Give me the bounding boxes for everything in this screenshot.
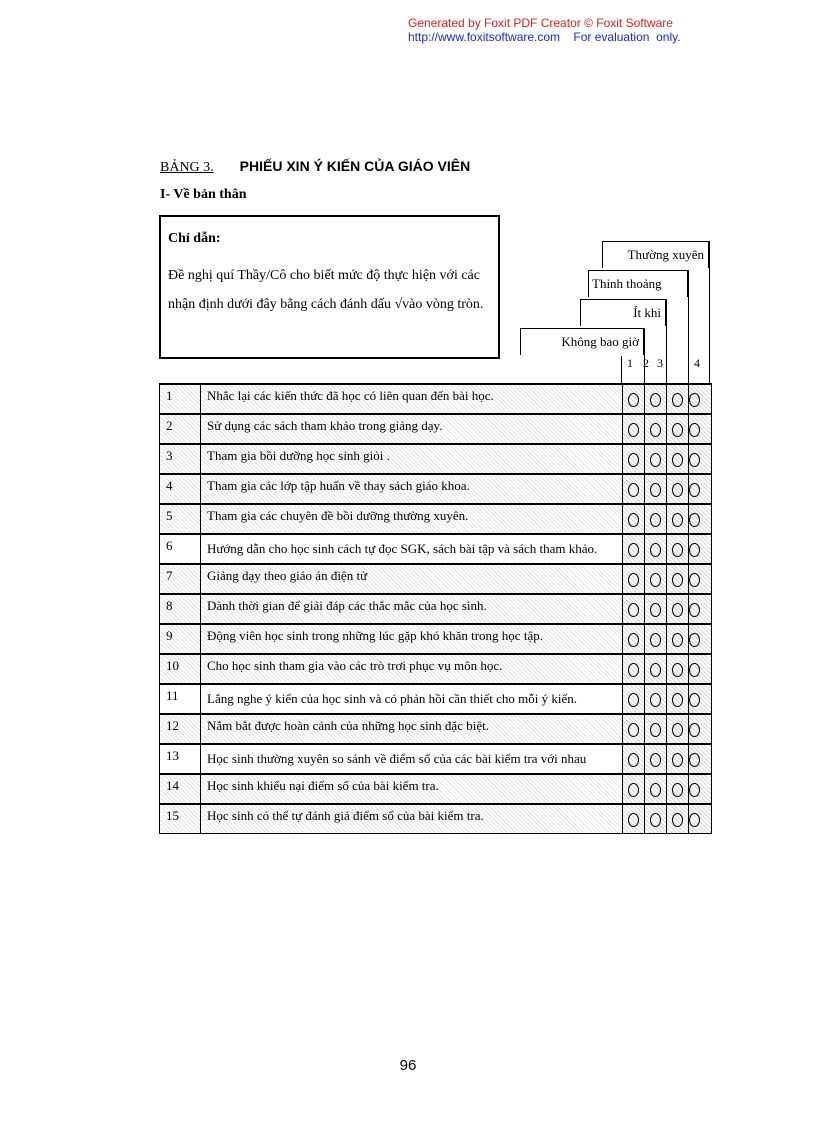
- table-row: [160, 534, 712, 564]
- item-text: Giảng dạy theo giáo án điện tử: [201, 564, 623, 594]
- table-row: [160, 774, 712, 804]
- item-number: 14: [160, 774, 201, 804]
- answer-circle-icon[interactable]: [628, 723, 639, 737]
- answer-circle-icon[interactable]: [672, 753, 683, 767]
- option-cell: [623, 474, 645, 504]
- answer-circle-icon[interactable]: [628, 573, 639, 587]
- option-cell: [623, 804, 645, 834]
- option-cell: [645, 594, 667, 624]
- option-cell: [645, 774, 667, 804]
- option-cell: [689, 504, 712, 534]
- answer-circle-icon[interactable]: [689, 393, 700, 407]
- table-row: [160, 594, 712, 624]
- answer-circle-icon[interactable]: [672, 603, 683, 617]
- answer-circle-icon[interactable]: [650, 573, 661, 587]
- option-cell: [623, 534, 645, 564]
- answer-circle-icon[interactable]: [650, 663, 661, 677]
- answer-circle-icon[interactable]: [689, 753, 700, 767]
- item-text: Tham gia các lớp tập huấn về thay sách giáo khoa.: [201, 474, 623, 504]
- answer-circle-icon[interactable]: [689, 543, 700, 557]
- option-cell: [645, 474, 667, 504]
- watermark: [408, 16, 681, 44]
- table-heading: PHIẾU XIN Ý KIẾN CỦA GIÁO VIÊN: [239, 158, 471, 174]
- option-cell: [645, 444, 667, 474]
- option-cell: [667, 804, 689, 834]
- item-text: Hướng dẫn cho học sinh cách tự đọc SGK, sách bài tập và sách tham khảo.: [201, 534, 623, 564]
- option-cell: [667, 714, 689, 744]
- option-cell: [623, 384, 645, 414]
- item-text: Lắng nghe ý kiến của học sinh và có phản hồi cần thiết cho mỗi ý kiến.: [201, 684, 623, 714]
- option-cell: [667, 624, 689, 654]
- answer-circle-icon[interactable]: [650, 483, 661, 497]
- option-cell: [689, 594, 712, 624]
- answer-circle-icon[interactable]: [628, 453, 639, 467]
- answer-circle-icon[interactable]: [689, 423, 700, 437]
- instructions-text: Đề nghị quí Thầy/Cô cho biết mức độ thực hiện với các nhận định dưới đây bằng cách đánh dấu √vào vòng tròn.: [168, 268, 484, 312]
- option-cell: [689, 444, 712, 474]
- answer-circle-icon[interactable]: [672, 633, 683, 647]
- option-cell: [667, 414, 689, 444]
- item-number: 12: [160, 714, 201, 744]
- option-cell: [645, 384, 667, 414]
- scale-line: [666, 299, 667, 383]
- option-cell: [645, 564, 667, 594]
- option-cell: [645, 414, 667, 444]
- answer-circle-icon[interactable]: [689, 633, 700, 647]
- option-cell: [689, 534, 712, 564]
- option-cell: [645, 534, 667, 564]
- table-row: [160, 744, 712, 774]
- option-cell: [667, 444, 689, 474]
- answer-circle-icon[interactable]: [650, 813, 661, 827]
- answer-circle-icon[interactable]: [650, 393, 661, 407]
- answer-circle-icon[interactable]: [672, 483, 683, 497]
- table-row: [160, 504, 712, 534]
- answer-circle-icon[interactable]: [650, 753, 661, 767]
- item-text: Cho học sinh tham gia vào các trò trơi phục vụ môn học.: [201, 654, 623, 684]
- option-cell: [667, 744, 689, 774]
- option-cell: [689, 804, 712, 834]
- item-number: 10: [160, 654, 201, 684]
- answer-circle-icon[interactable]: [628, 513, 639, 527]
- option-cell: [689, 654, 712, 684]
- option-cell: [689, 714, 712, 744]
- answer-circle-icon[interactable]: [672, 693, 683, 707]
- answer-circle-icon[interactable]: [689, 663, 700, 677]
- answer-circle-icon[interactable]: [628, 543, 639, 557]
- answer-circle-icon[interactable]: [672, 723, 683, 737]
- option-cell: [645, 684, 667, 714]
- document-title: [160, 158, 470, 176]
- answer-circle-icon[interactable]: [672, 573, 683, 587]
- option-cell: [645, 504, 667, 534]
- option-cell: [623, 654, 645, 684]
- table-label: BẢNG 3.: [160, 160, 214, 175]
- scale-label-never: Không bao giờ: [520, 328, 644, 355]
- answer-circle-icon[interactable]: [672, 453, 683, 467]
- answer-circle-icon[interactable]: [689, 603, 700, 617]
- item-number: 13: [160, 744, 201, 774]
- option-cell: [623, 444, 645, 474]
- option-cell: [645, 654, 667, 684]
- option-cell: [667, 564, 689, 594]
- scale-label-always: Thường xuyên: [602, 241, 709, 268]
- option-cell: [623, 414, 645, 444]
- scale-label-sometimes: Thỉnh thoảng: [588, 270, 688, 297]
- item-number: 4: [160, 474, 201, 504]
- instructions-box: [159, 215, 500, 359]
- option-cell: [689, 384, 712, 414]
- option-cell: [623, 624, 645, 654]
- option-cell: [667, 684, 689, 714]
- answer-circle-icon[interactable]: [628, 603, 639, 617]
- answer-circle-icon[interactable]: [650, 723, 661, 737]
- answer-circle-icon[interactable]: [689, 813, 700, 827]
- option-cell: [689, 774, 712, 804]
- answer-circle-icon[interactable]: [689, 483, 700, 497]
- scale-line: [709, 241, 710, 383]
- item-text: Học sinh thường xuyên so sánh về điểm số của các bài kiểm tra với nhau: [201, 744, 623, 774]
- option-cell: [667, 774, 689, 804]
- section-heading: I- Về bản thân: [160, 187, 247, 202]
- item-number: 1: [160, 384, 201, 414]
- column-number: 3: [657, 356, 663, 370]
- answer-circle-icon[interactable]: [628, 663, 639, 677]
- watermark-line-2: http://www.foxitsoftware.com For evaluation only.: [408, 30, 681, 44]
- option-cell: [623, 714, 645, 744]
- answer-circle-icon[interactable]: [650, 543, 661, 557]
- answer-circle-icon[interactable]: [672, 663, 683, 677]
- item-number: 9: [160, 624, 201, 654]
- option-cell: [667, 654, 689, 684]
- table-row: [160, 654, 712, 684]
- answer-circle-icon[interactable]: [628, 693, 639, 707]
- item-number: 8: [160, 594, 201, 624]
- answer-circle-icon[interactable]: [672, 783, 683, 797]
- option-cell: [645, 744, 667, 774]
- table-row: [160, 474, 712, 504]
- item-number: 11: [160, 684, 201, 714]
- page-number: 96: [399, 1057, 417, 1074]
- option-cell: [689, 684, 712, 714]
- table-row: [160, 714, 712, 744]
- option-cell: [689, 624, 712, 654]
- option-cell: [623, 744, 645, 774]
- answer-circle-icon[interactable]: [628, 483, 639, 497]
- option-cell: [689, 414, 712, 444]
- option-cell: [623, 564, 645, 594]
- item-text: Nắm bắt được hoàn cảnh của những học sinh đặc biệt.: [201, 714, 623, 744]
- answer-circle-icon[interactable]: [628, 393, 639, 407]
- item-number: 2: [160, 414, 201, 444]
- option-cell: [689, 474, 712, 504]
- item-text: Động viên học sinh trong những lúc gặp khó khăn trong học tập.: [201, 624, 623, 654]
- option-cell: [689, 564, 712, 594]
- option-cell: [667, 384, 689, 414]
- answer-circle-icon[interactable]: [689, 693, 700, 707]
- table-row: [160, 444, 712, 474]
- answer-circle-icon[interactable]: [672, 813, 683, 827]
- item-text: Tham gia bồi dưỡng học sinh giỏi .: [201, 444, 623, 474]
- item-number: 15: [160, 804, 201, 834]
- answer-circle-icon[interactable]: [689, 573, 700, 587]
- option-cell: [667, 474, 689, 504]
- answer-circle-icon[interactable]: [628, 423, 639, 437]
- answer-circle-icon[interactable]: [628, 753, 639, 767]
- answer-circle-icon[interactable]: [689, 783, 700, 797]
- column-number: 1: [627, 356, 633, 370]
- answer-circle-icon[interactable]: [650, 693, 661, 707]
- answer-circle-icon[interactable]: [628, 783, 639, 797]
- option-cell: [667, 504, 689, 534]
- item-text: Sử dụng các sách tham khảo trong giảng dạy.: [201, 414, 623, 444]
- watermark-line-1: Generated by Foxit PDF Creator © Foxit Software: [408, 16, 673, 30]
- item-text: Dành thời gian để giải đáp các thắc mắc của học sinh.: [201, 594, 623, 624]
- item-number: 5: [160, 504, 201, 534]
- answer-circle-icon[interactable]: [650, 783, 661, 797]
- answer-circle-icon[interactable]: [650, 633, 661, 647]
- scale-line: [621, 356, 622, 383]
- column-number: 2: [643, 356, 649, 370]
- answer-circle-icon[interactable]: [672, 393, 683, 407]
- option-cell: [667, 594, 689, 624]
- option-cell: [645, 804, 667, 834]
- answer-circle-icon[interactable]: [689, 723, 700, 737]
- item-number: 3: [160, 444, 201, 474]
- answer-circle-icon[interactable]: [628, 813, 639, 827]
- option-cell: [689, 744, 712, 774]
- answer-circle-icon[interactable]: [650, 423, 661, 437]
- item-text: Học sinh khiếu nại điểm số của bài kiểm tra.: [201, 774, 623, 804]
- option-cell: [623, 504, 645, 534]
- answer-circle-icon[interactable]: [650, 603, 661, 617]
- answer-circle-icon[interactable]: [672, 543, 683, 557]
- column-number: 4: [694, 356, 700, 370]
- table-row: [160, 384, 712, 414]
- option-cell: [667, 534, 689, 564]
- option-cell: [623, 594, 645, 624]
- answer-circle-icon[interactable]: [672, 513, 683, 527]
- answer-circle-icon[interactable]: [628, 633, 639, 647]
- answer-circle-icon[interactable]: [672, 423, 683, 437]
- table-row: [160, 624, 712, 654]
- item-text: Nhắc lại các kiến thức đã học có liên quan đến bài học.: [201, 384, 623, 414]
- option-cell: [645, 624, 667, 654]
- table-row: [160, 804, 712, 834]
- survey-table: [159, 383, 712, 834]
- scale-label-rarely: Ít khi: [580, 299, 666, 326]
- item-text: Tham gia các chuyên đề bồi dưỡng thường xuyên.: [201, 504, 623, 534]
- answer-circle-icon[interactable]: [689, 453, 700, 467]
- option-cell: [645, 714, 667, 744]
- table-row: [160, 414, 712, 444]
- instructions-heading: Chỉ dẫn:: [168, 231, 221, 246]
- item-number: 7: [160, 564, 201, 594]
- item-number: 6: [160, 534, 201, 564]
- answer-circle-icon[interactable]: [650, 513, 661, 527]
- table-row: [160, 684, 712, 714]
- option-cell: [623, 774, 645, 804]
- table-row: [160, 564, 712, 594]
- item-text: Học sinh có thể tự đánh giá điểm số của bài kiểm tra.: [201, 804, 623, 834]
- answer-circle-icon[interactable]: [689, 513, 700, 527]
- answer-circle-icon[interactable]: [650, 453, 661, 467]
- scale-line: [688, 270, 689, 383]
- option-cell: [623, 684, 645, 714]
